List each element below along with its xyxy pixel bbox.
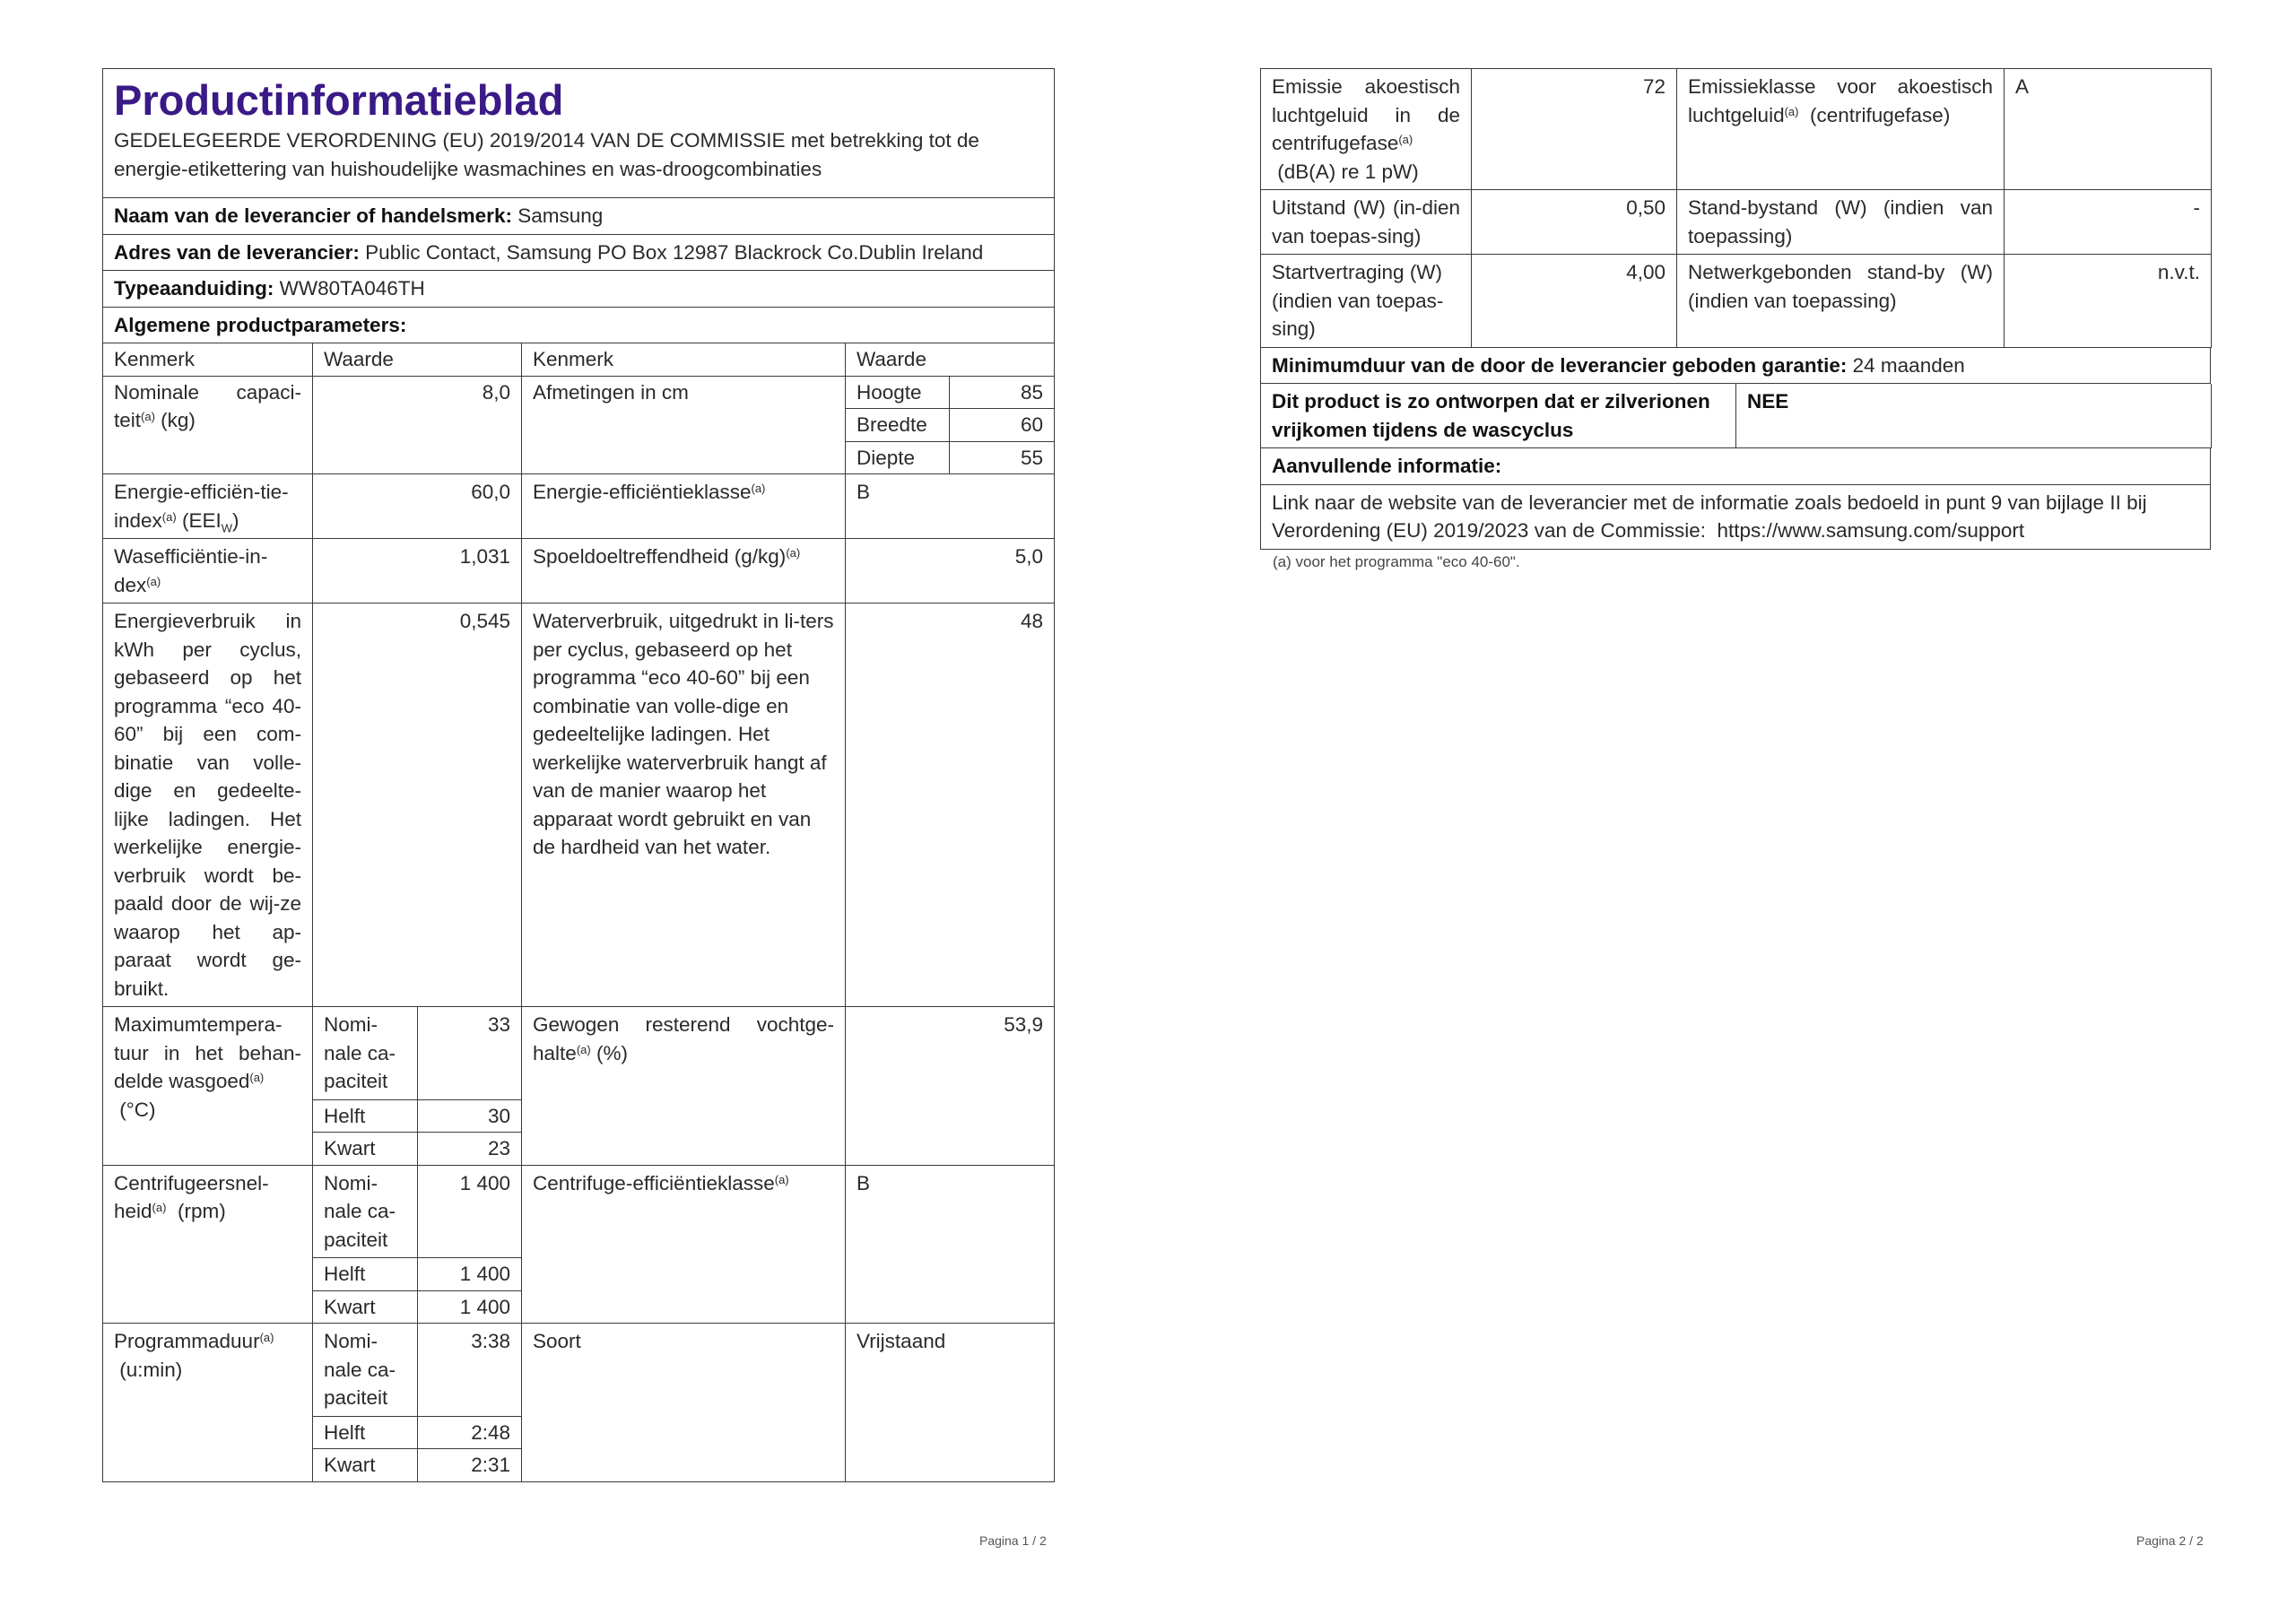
type-label: Soort xyxy=(522,1324,846,1482)
depth-value: 55 xyxy=(950,441,1055,474)
spin-half-value: 1 400 xyxy=(418,1258,522,1291)
noise-unit: (dB(A) re 1 pW) xyxy=(1277,160,1419,183)
warranty-table xyxy=(1260,348,2211,385)
general-params-label: Algemene productparameters: xyxy=(114,313,407,336)
model-identifier: WW80TA046TH xyxy=(279,277,425,300)
max-temp-nominal-value: 33 xyxy=(418,1007,522,1100)
supplier-address-row xyxy=(103,234,1055,271)
silver-value: NEE xyxy=(1736,384,2212,448)
spin-label xyxy=(103,1165,313,1324)
capacity-unit: (kg) xyxy=(161,409,196,431)
footnote-mark: (a) xyxy=(1398,133,1413,146)
wash-eff-label-text: Wasefficiëntie-in-dex xyxy=(114,545,268,596)
water-cons-value: 48 xyxy=(846,604,1055,1007)
spin-nominal-value: 1 400 xyxy=(418,1165,522,1258)
height-value: 85 xyxy=(950,376,1055,409)
footnote-mark: (a) xyxy=(786,546,801,560)
duration-label-text: Programmaduur xyxy=(114,1330,260,1352)
spin-class-label xyxy=(522,1165,846,1324)
additional-label: Aanvullende informatie: xyxy=(1261,448,2211,484)
spin-half-label: Helft xyxy=(313,1258,418,1291)
general-params-row xyxy=(103,307,1055,343)
spin-class-value: B xyxy=(846,1165,1055,1324)
page-number-1: Pagina 1 / 2 xyxy=(979,1533,1047,1548)
off-mode-value: 0,50 xyxy=(1472,190,1677,255)
energy-class-label-text: Energie-efficiëntieklasse xyxy=(533,481,752,503)
max-temp-label xyxy=(103,1007,313,1166)
max-temp-half-label: Helft xyxy=(313,1099,418,1133)
duration-nominal-value: 3:38 xyxy=(418,1324,522,1417)
eei-subscript: W xyxy=(221,521,232,534)
off-mode-label: Uitstand (W) (in-dien van toepas-sing) xyxy=(1261,190,1472,255)
max-temp-half-value: 30 xyxy=(418,1099,522,1133)
standby-value: - xyxy=(2005,190,2212,255)
supplier-name-row xyxy=(103,198,1055,235)
link-text: Link naar de website van de leverancier met de informatie zoals bedoeld in punt 9 van bijlage II bij Verordening (EU) 2019/2023 van de Commissie: xyxy=(1272,491,2147,542)
supplier-website-link[interactable]: https://www.samsung.com/support xyxy=(1717,519,2025,542)
noise-class-value: A xyxy=(2005,69,2212,190)
max-temp-quarter-value: 23 xyxy=(418,1133,522,1166)
height-label: Hoogte xyxy=(846,376,950,409)
eei-label-text: Energie-efficiën-tie-index xyxy=(114,481,289,532)
footnote-mark: (a) xyxy=(249,1071,265,1084)
duration-quarter-label: Kwart xyxy=(313,1449,418,1482)
energy-class-value: B xyxy=(846,474,1055,539)
eei-abbrev: (EEI xyxy=(181,508,222,532)
supplier-address-label: Adres van de leverancier: xyxy=(114,240,360,264)
col-header-kenmerk-2: Kenmerk xyxy=(522,343,846,376)
duration-quarter-value: 2:31 xyxy=(418,1449,522,1482)
noise-class-label-text: Emissieklasse voor akoestisch luchtgeluid xyxy=(1688,75,1993,126)
page-title: Productinformatieblad xyxy=(114,76,564,124)
silver-table xyxy=(1260,384,2212,448)
footnote-mark: (a) xyxy=(161,509,177,524)
supplier-name-label: Naam van de leverancier of handelsmerk: xyxy=(114,204,512,227)
link-row xyxy=(1261,484,2211,549)
noise-label-text: Emissie akoestisch luchtgeluid in de centrifugefase xyxy=(1272,75,1460,154)
capacity-label xyxy=(103,376,313,474)
model-row xyxy=(103,271,1055,308)
eei-label: Energie-efficiën-tie-index$^{(a)}$ $(EEI_W)$ xyxy=(103,474,313,539)
standby-label: Stand-bystand (W) (indien van toepassing) xyxy=(1677,190,2005,255)
warranty-row xyxy=(1261,348,2211,384)
silver-label: Dit product is zo ontworpen dat er zilverionen vrijkomen tijdens de wascyclus xyxy=(1261,384,1736,448)
footnote-mark: (a) xyxy=(152,1201,167,1214)
noise-class-label xyxy=(1677,69,2005,190)
max-temp-nominal-label: Nomi-nale ca-paciteit xyxy=(313,1007,418,1100)
spin-nominal-label: Nomi-nale ca-paciteit xyxy=(313,1165,418,1258)
regulation-subtitle: GEDELEGEERDE VERORDENING (EU) 2019/2014 VAN DE COMMISSIE met betrekking tot de energie-etikettering van huishoudelijke wasmachines en was-droogcombinaties xyxy=(114,129,979,180)
type-value: Vrijstaand xyxy=(846,1324,1055,1482)
rinse-value: 5,0 xyxy=(846,539,1055,604)
moisture-unit: (%) xyxy=(596,1041,628,1064)
page-2 xyxy=(1260,68,2211,571)
title-cell xyxy=(103,69,1055,198)
col-header-waarde-2: Waarde xyxy=(846,343,1055,376)
noise-value: 72 xyxy=(1472,69,1677,190)
parameters-table xyxy=(102,343,1055,1482)
page-number-2: Pagina 2 / 2 xyxy=(2136,1533,2204,1548)
col-header-waarde-1: Waarde xyxy=(313,343,522,376)
noise-power-table xyxy=(1260,68,2212,348)
supplier-name: Samsung xyxy=(517,204,604,227)
noise-label xyxy=(1261,69,1472,190)
noise-class-phase: (centrifugefase) xyxy=(1809,103,1951,126)
duration-nominal-label: Nomi-nale ca-paciteit xyxy=(313,1324,418,1417)
warranty-value: 24 maanden xyxy=(1852,353,1965,377)
energy-cons-label: Energieverbruik in kWh per cyclus, gebaseerd op het programma “eco 40-60” bij een com-binatie van volle-dige en gedeelte-lijke ladingen. Het werkelijke energie-verbruik wordt be-paald door de wij-ze waarop het ap-paraat wordt ge-bruikt. xyxy=(103,604,313,1007)
eei-value: 60,0 xyxy=(313,474,522,539)
moisture-value: 53,9 xyxy=(846,1007,1055,1166)
delay-start-value: 4,00 xyxy=(1472,255,1677,348)
duration-unit: (u:min) xyxy=(119,1358,183,1381)
capacity-label-text: Nominale capaci-teit xyxy=(114,380,301,431)
wash-eff-label xyxy=(103,539,313,604)
delay-start-label: Startvertraging (W) (indien van toepas-sing) xyxy=(1261,255,1472,348)
page-1 xyxy=(102,68,1055,1482)
warranty-label: Minimumduur van de door de leverancier geboden garantie: xyxy=(1272,353,1848,377)
network-standby-value: n.v.t. xyxy=(2005,255,2212,348)
rinse-label xyxy=(522,539,846,604)
spin-class-label-text: Centrifuge-efficiëntieklasse xyxy=(533,1171,775,1194)
max-temp-quarter-label: Kwart xyxy=(313,1133,418,1166)
spin-quarter-value: 1 400 xyxy=(418,1290,522,1324)
spin-label-text: Centrifugeersnel-heid xyxy=(114,1171,269,1222)
footnote-mark: (a) xyxy=(146,574,161,588)
moisture-label xyxy=(522,1007,846,1166)
wash-eff-value: 1,031 xyxy=(313,539,522,604)
spin-quarter-label: Kwart xyxy=(313,1290,418,1324)
energy-class-label xyxy=(522,474,846,539)
header-table xyxy=(102,68,1055,343)
capacity-value: 8,0 xyxy=(313,376,522,474)
network-standby-label: Netwerkgebonden stand-by (W) (indien van toepassing) xyxy=(1677,255,2005,348)
water-cons-label: Waterverbruik, uitgedrukt in li-ters per cyclus, gebaseerd op het programma “eco 40-60” bij een combinatie van volle-dige en gedeeltelijke ladingen. Het werkelijke waterverbruik hangt af van de manier waarop het apparaat wordt gebruikt en van de hardheid van het water. xyxy=(522,604,846,1007)
depth-label: Diepte xyxy=(846,441,950,474)
duration-label xyxy=(103,1324,313,1482)
width-label: Breedte xyxy=(846,409,950,442)
footnote-mark: (a) xyxy=(751,482,766,495)
model-label: Typeaanduiding: xyxy=(114,277,274,300)
max-temp-unit: (°C) xyxy=(119,1098,156,1121)
max-temp-label-text: Maximumtempera-tuur in het behan-delde wasgoed xyxy=(114,1013,301,1092)
footnote-mark: (a) xyxy=(1784,104,1799,118)
energy-cons-value: 0,545 xyxy=(313,604,522,1007)
duration-half-label: Helft xyxy=(313,1416,418,1449)
spin-unit: (rpm) xyxy=(177,1200,226,1222)
footnote-mark: (a) xyxy=(141,410,155,423)
width-value: 60 xyxy=(950,409,1055,442)
footnote-mark: (a) xyxy=(774,1172,789,1186)
col-header-kenmerk-1: Kenmerk xyxy=(103,343,313,376)
footnote-mark: (a) xyxy=(576,1042,591,1056)
rinse-label-text: Spoeldoeltreffendheid (g/kg) xyxy=(533,545,787,568)
footnote: (a) voor het programma "eco 40-60". xyxy=(1273,552,1520,570)
dimensions-label: Afmetingen in cm xyxy=(522,376,846,474)
footnote-mark: (a) xyxy=(259,1331,274,1344)
supplier-address: Public Contact, Samsung PO Box 12987 Blackrock Co.Dublin Ireland xyxy=(365,240,984,264)
additional-table xyxy=(1260,448,2211,550)
moisture-label-text: Gewogen resterend vochtge-halte xyxy=(533,1013,835,1064)
duration-half-value: 2:48 xyxy=(418,1416,522,1449)
